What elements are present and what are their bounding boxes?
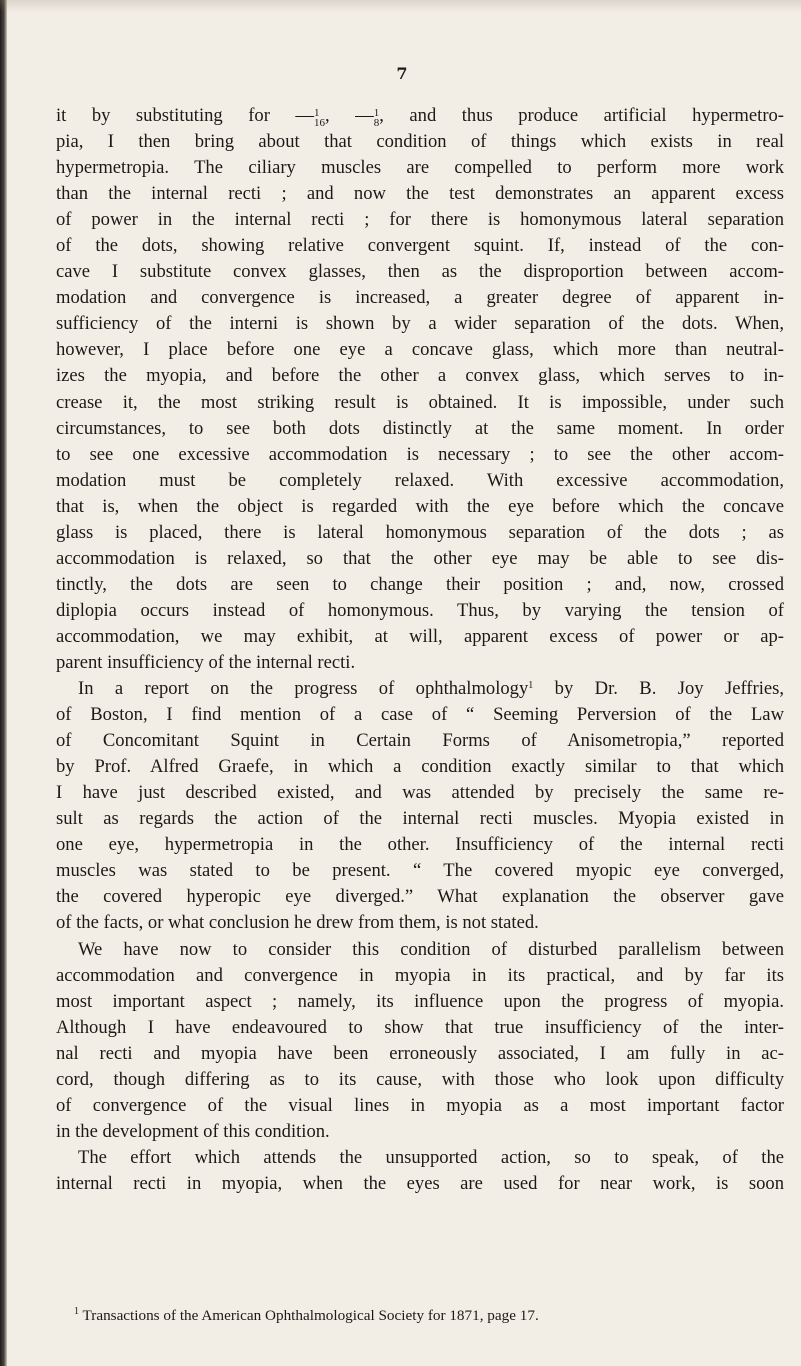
text-line: We have now to consider this condition of disturbed parallelism between (78, 938, 784, 960)
text-line: I have just described existed, and was attended by precisely the same re- (56, 782, 784, 804)
text-line: nal recti and myopia have been erroneously associated, I am fully in ac- (56, 1042, 784, 1064)
page-binding-edge (0, 0, 7, 1366)
text-line: internal recti in myopia, when the eyes are used for near work, is soon (56, 1172, 784, 1194)
text-line: it by substituting for — 1 16 , — 1 8 , and thus produce artificial hypermetro- (56, 105, 784, 129)
footnote-text: Transactions of the American Ophthalmological Society for 1871, page 17. (79, 1307, 539, 1324)
fraction-one-eighth: 1 8 (373, 107, 380, 129)
footnote-reference: 1 (528, 680, 534, 692)
text-line: izes the myopia, and before the other a convex glass, which serves to in- (56, 365, 784, 387)
text-line: however, I place before one eye a concave glass, which more than neutral- (56, 339, 784, 361)
text-line: in the development of this condition. (56, 1120, 330, 1142)
text-line: hypermetropia. The ciliary muscles are compelled to perform more work (56, 157, 784, 179)
text-line: circumstances, to see both dots distinctly at the same moment. In order (56, 417, 784, 439)
text-line: accommodation and convergence in myopia in its practical, and by far its (56, 964, 784, 986)
text-line: modation and convergence is increased, a greater degree of apparent in- (56, 287, 784, 309)
page-top-shadow (0, 0, 801, 12)
text-line: to see one excessive accommodation is necessary ; to see the other accom- (56, 443, 784, 465)
text-line: most important aspect ; namely, its influence upon the progress of myopia. (56, 990, 784, 1012)
text-line: by Prof. Alfred Graefe, in which a condition exactly similar to that which (56, 756, 784, 778)
text-line: of convergence of the visual lines in myopia as a most important factor (56, 1094, 784, 1116)
body-text (56, 103, 784, 1197)
text-line: of power in the internal recti ; for there is homonymous lateral separation (56, 209, 784, 231)
text-line: sufficiency of the interni is shown by a wider separation of the dots. When, (56, 313, 784, 335)
text-line: the covered hyperopic eye diverged.” What explanation the observer gave (56, 886, 784, 908)
text-line: muscles was stated to be present. “ The covered myopic eye converged, (56, 860, 784, 882)
fraction-one-sixteenth: 1 16 (314, 107, 325, 129)
text-line: of Boston, I find mention of a case of “ Seeming Perversion of the Law (56, 704, 784, 726)
text-line: parent insufficiency of the internal recti. (56, 651, 356, 673)
text-line: than the internal recti ; and now the test demonstrates an apparent excess (56, 183, 784, 205)
text-line: Although I have endeavoured to show that true insufficiency of the inter- (56, 1016, 784, 1038)
text-line: accommodation is relaxed, so that the other eye may be able to see dis- (56, 547, 784, 569)
text-line: pia, I then bring about that condition of things which exists in real (56, 131, 784, 153)
text-line: glass is placed, there is lateral homonymous separation of the dots ; as (56, 521, 784, 543)
text-line: one eye, hypermetropia in the other. Insufficiency of the internal recti (56, 834, 784, 856)
text-line: sult as regards the action of the internal recti muscles. Myopia existed in (56, 808, 784, 830)
text-line: In a report on the progress of ophthalmology$^1$ by Dr. B. Joy Jeffries, (78, 678, 784, 700)
text-line: of the dots, showing relative convergent squint. If, instead of the con- (56, 235, 784, 257)
text-line: accommodation, we may exhibit, at will, apparent excess of power or ap- (56, 625, 784, 647)
page-number: 7 (396, 64, 408, 83)
text-line: crease it, the most striking result is obtained. It is impossible, under such (56, 391, 784, 413)
text-line: cave I substitute convex glasses, then as the disproportion between accom- (56, 261, 784, 283)
text-line: diplopia occurs instead of homonymous. Thus, by varying the tension of (56, 599, 784, 621)
text-line: of Concomitant Squint in Certain Forms of Anisometropia,” reported (56, 730, 784, 752)
footnote (74, 1306, 782, 1326)
footnote-marker: 1 (74, 1306, 79, 1317)
text-line: modation must be completely relaxed. With excessive accommodation, (56, 469, 784, 491)
text-line: cord, though differing as to its cause, with those who look upon difficulty (56, 1068, 784, 1090)
text-line: tinctly, the dots are seen to change their position ; and, now, crossed (56, 573, 784, 595)
text-line: that is, when the object is regarded with the eye before which the concave (56, 495, 784, 517)
text-line: of the facts, or what conclusion he drew from them, is not stated. (56, 912, 539, 934)
text-line: The effort which attends the unsupported action, so to speak, of the (78, 1146, 784, 1168)
